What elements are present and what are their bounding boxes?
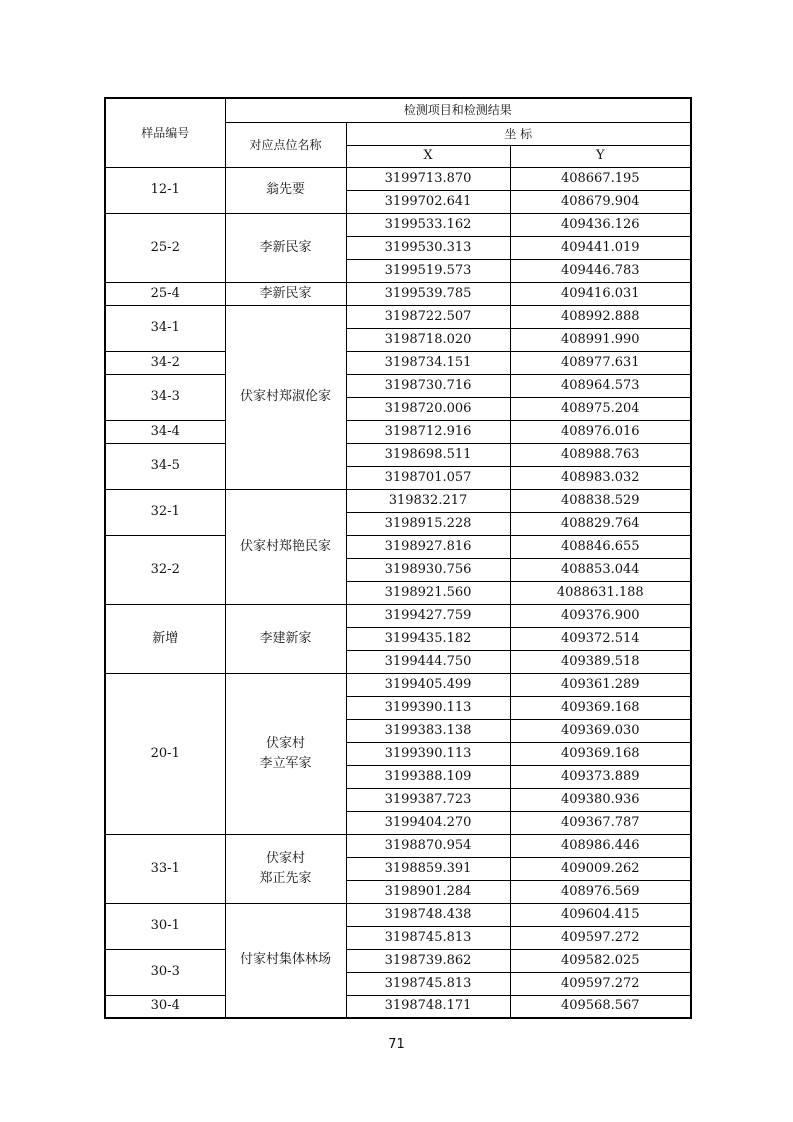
sample-id-cell: 25-4	[105, 282, 225, 305]
table-row	[105, 535, 691, 558]
sample-id-cell: 34-4	[105, 420, 225, 443]
y-cell: 408977.631	[510, 351, 691, 374]
y-cell: 409389.518	[510, 650, 691, 673]
table-row	[105, 282, 691, 305]
y-cell: 409369.168	[510, 742, 691, 765]
y-cell: 409597.272	[510, 972, 691, 995]
sample-id-cell: 34-3	[105, 374, 225, 420]
x-cell: 3199539.785	[346, 282, 510, 305]
x-cell: 3198734.151	[346, 351, 510, 374]
page-number: 71	[388, 1037, 405, 1052]
sample-id-cell: 20-1	[105, 673, 225, 834]
x-cell: 3198745.813	[346, 972, 510, 995]
x-cell: 3198921.560	[346, 581, 510, 604]
sample-id-cell: 30-1	[105, 903, 225, 949]
y-cell: 409446.783	[510, 259, 691, 282]
x-cell: 3199435.182	[346, 627, 510, 650]
y-cell: 408838.529	[510, 489, 691, 512]
x-cell: 3199713.870	[346, 167, 510, 190]
x-cell: 319832.217	[346, 489, 510, 512]
x-cell: 3199702.641	[346, 190, 510, 213]
x-cell: 3198870.954	[346, 834, 510, 857]
sample-id-cell: 新增	[105, 604, 225, 673]
y-cell: 409416.031	[510, 282, 691, 305]
y-cell: 408976.569	[510, 880, 691, 903]
point-name-line: 李立军家	[259, 755, 312, 771]
sample-id-cell: 32-2	[105, 535, 225, 604]
table-row	[105, 949, 691, 972]
y-cell: 408983.032	[510, 466, 691, 489]
point-name-cell: 翁先要	[225, 167, 346, 213]
header-x: X	[346, 145, 510, 167]
x-cell: 3198930.756	[346, 558, 510, 581]
y-cell: 409441.019	[510, 236, 691, 259]
point-name-line: 伏家村	[265, 735, 305, 751]
table-row	[105, 995, 691, 1018]
sample-id-cell: 34-1	[105, 305, 225, 351]
y-cell: 408976.016	[510, 420, 691, 443]
point-name-line: 伏家村	[265, 850, 305, 866]
x-cell: 3199405.499	[346, 673, 510, 696]
y-cell: 409369.168	[510, 696, 691, 719]
table-row	[105, 351, 691, 374]
table-row	[105, 489, 691, 512]
header-sample-id: 样品编号	[105, 98, 225, 167]
table-row	[105, 903, 691, 926]
x-cell: 3199427.759	[346, 604, 510, 627]
x-cell: 3199404.270	[346, 811, 510, 834]
sample-id-cell: 30-4	[105, 995, 225, 1018]
y-cell: 408992.888	[510, 305, 691, 328]
y-cell: 409436.126	[510, 213, 691, 236]
table-row	[105, 167, 691, 190]
x-cell: 3198730.716	[346, 374, 510, 397]
x-cell: 3199519.573	[346, 259, 510, 282]
table-row	[105, 443, 691, 466]
sample-id-cell: 30-3	[105, 949, 225, 995]
y-cell: 408964.573	[510, 374, 691, 397]
x-cell: 3199383.138	[346, 719, 510, 742]
header-test-results: 检测项目和检测结果	[225, 98, 691, 122]
header-coordinates: 坐 标	[346, 122, 691, 145]
x-cell: 3198901.284	[346, 880, 510, 903]
x-cell: 3198745.813	[346, 926, 510, 949]
point-name-cell	[225, 834, 346, 903]
x-cell: 3198718.020	[346, 328, 510, 351]
point-name-cell: 李新民家	[225, 213, 346, 282]
y-cell: 409604.415	[510, 903, 691, 926]
x-cell: 3198720.006	[346, 397, 510, 420]
x-cell: 3199530.313	[346, 236, 510, 259]
y-cell: 409372.514	[510, 627, 691, 650]
sample-id-cell: 12-1	[105, 167, 225, 213]
x-cell: 3199390.113	[346, 742, 510, 765]
x-cell: 3199387.723	[346, 788, 510, 811]
point-name-cell: 付家村集体林场	[225, 903, 346, 1018]
table-row	[105, 305, 691, 328]
y-cell: 408679.904	[510, 190, 691, 213]
point-name-cell	[225, 673, 346, 834]
sample-id-cell: 34-5	[105, 443, 225, 489]
x-cell: 3198722.507	[346, 305, 510, 328]
table-row	[105, 213, 691, 236]
y-cell: 408975.204	[510, 397, 691, 420]
x-cell: 3198739.862	[346, 949, 510, 972]
x-cell: 3198927.816	[346, 535, 510, 558]
y-cell: 408667.195	[510, 167, 691, 190]
table-row	[105, 834, 691, 857]
header-point-name: 对应点位名称	[225, 122, 346, 167]
y-cell: 408991.990	[510, 328, 691, 351]
x-cell: 3198915.228	[346, 512, 510, 535]
y-cell: 409009.262	[510, 857, 691, 880]
table-row	[105, 673, 691, 696]
y-cell: 409376.900	[510, 604, 691, 627]
table-row	[105, 604, 691, 627]
x-cell: 3198701.057	[346, 466, 510, 489]
point-name-cell: 伏家村郑艳民家	[225, 489, 346, 604]
x-cell: 3199390.113	[346, 696, 510, 719]
header-y: Y	[510, 145, 691, 167]
sample-id-cell: 34-2	[105, 351, 225, 374]
y-cell: 409597.272	[510, 926, 691, 949]
x-cell: 3198748.171	[346, 995, 510, 1018]
y-cell: 409367.787	[510, 811, 691, 834]
y-cell: 409369.030	[510, 719, 691, 742]
x-cell: 3198859.391	[346, 857, 510, 880]
point-name-cell: 伏家村郑淑伦家	[225, 305, 346, 489]
sample-id-cell: 33-1	[105, 834, 225, 903]
y-cell: 409380.936	[510, 788, 691, 811]
y-cell: 409568.567	[510, 995, 691, 1018]
x-cell: 3198712.916	[346, 420, 510, 443]
y-cell: 4088631.188	[510, 581, 691, 604]
point-name-line: 郑正先家	[259, 870, 312, 886]
y-cell: 409361.289	[510, 673, 691, 696]
y-cell: 409582.025	[510, 949, 691, 972]
x-cell: 3199444.750	[346, 650, 510, 673]
y-cell: 408988.763	[510, 443, 691, 466]
x-cell: 3199533.162	[346, 213, 510, 236]
x-cell: 3198698.511	[346, 443, 510, 466]
x-cell: 3198748.438	[346, 903, 510, 926]
y-cell: 409373.889	[510, 765, 691, 788]
y-cell: 408986.446	[510, 834, 691, 857]
point-name-cell: 李新民家	[225, 282, 346, 305]
point-name-cell: 李建新家	[225, 604, 346, 673]
table-row	[105, 420, 691, 443]
y-cell: 408829.764	[510, 512, 691, 535]
sample-id-cell: 32-1	[105, 489, 225, 535]
y-cell: 408846.655	[510, 535, 691, 558]
coordinate-table	[104, 97, 692, 1019]
y-cell: 408853.044	[510, 558, 691, 581]
sample-id-cell: 25-2	[105, 213, 225, 282]
x-cell: 3199388.109	[346, 765, 510, 788]
table-row	[105, 374, 691, 397]
